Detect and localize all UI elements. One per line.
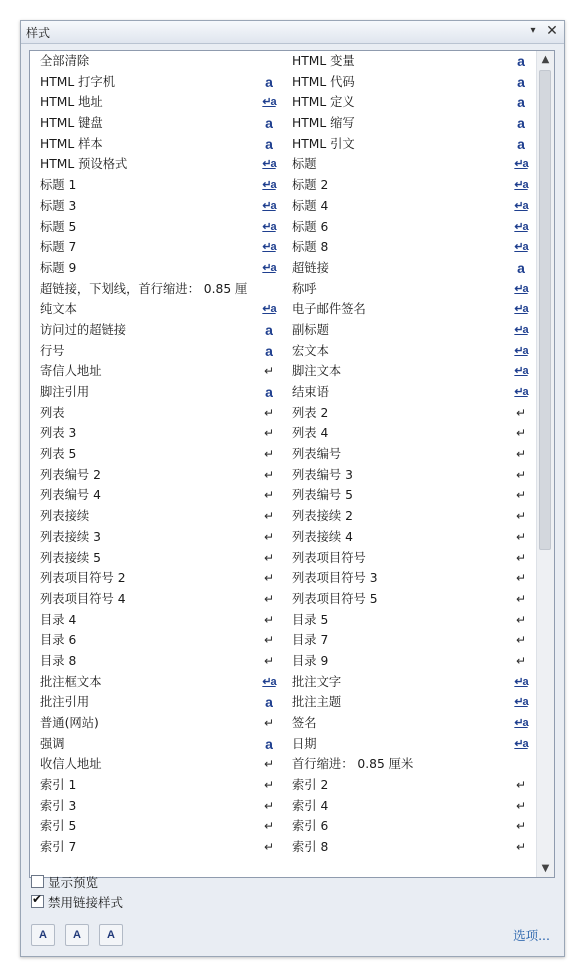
styles-pane: [20, 20, 565, 957]
style-name: 目录 5: [292, 612, 329, 627]
style-item[interactable]: [282, 51, 534, 72]
style-item[interactable]: [30, 113, 282, 134]
options-link[interactable]: 选项...: [513, 928, 550, 943]
style-item[interactable]: [30, 217, 282, 238]
paragraph-style-icon: ↵: [263, 405, 275, 420]
character-style-icon: a: [517, 135, 525, 152]
style-name: 列表接续: [40, 509, 90, 524]
style-name: 列表 4: [292, 426, 329, 441]
paragraph-style-icon: ↵: [515, 488, 527, 503]
character-style-icon: a: [265, 73, 273, 90]
style-item[interactable]: [282, 568, 534, 589]
style-item[interactable]: [30, 92, 282, 113]
style-name: 批注引用: [40, 695, 90, 710]
style-item[interactable]: [30, 754, 282, 775]
style-name: 列表 5: [40, 447, 77, 462]
paragraph-style-icon: ↵: [515, 591, 527, 606]
style-item[interactable]: [30, 444, 282, 465]
style-name: 批注文字: [292, 674, 342, 689]
style-name: 超链接，下划线，首行缩进： 0.85 厘: [40, 281, 248, 296]
style-name: 目录 9: [292, 653, 329, 668]
style-item[interactable]: [30, 506, 282, 527]
style-item[interactable]: [30, 237, 282, 258]
character-style-icon: a: [517, 259, 525, 276]
style-name: 列表接续 5: [40, 550, 101, 565]
style-item[interactable]: [282, 154, 534, 175]
paragraph-style-icon: ↵: [515, 653, 527, 668]
linked-style-icon: ↵a: [262, 241, 276, 254]
paragraph-style-icon: ↵: [515, 778, 527, 793]
linked-style-icon: ↵a: [262, 220, 276, 233]
style-name: 列表: [40, 405, 65, 420]
style-name: HTML 打字机: [40, 74, 116, 89]
paragraph-style-icon: ↵: [515, 550, 527, 565]
style-item[interactable]: [30, 72, 282, 93]
paragraph-style-icon: ↵: [263, 633, 275, 648]
style-name: 列表编号: [292, 447, 342, 462]
style-item[interactable]: [282, 630, 534, 651]
style-item[interactable]: [282, 651, 534, 672]
character-style-icon: a: [265, 321, 273, 338]
style-name: 电子邮件签名: [292, 302, 366, 317]
style-name: 列表项目符号 2: [40, 571, 126, 586]
style-item[interactable]: [30, 485, 282, 506]
style-item[interactable]: [30, 341, 282, 362]
style-inspector-button[interactable]: [65, 924, 89, 946]
linked-style-icon: ↵a: [262, 675, 276, 688]
style-name: 列表 3: [40, 426, 77, 441]
linked-style-icon: ↵a: [514, 386, 528, 398]
style-name: 标题 9: [40, 260, 77, 275]
styles-column-right: [282, 51, 534, 858]
style-name: 收信人地址: [40, 757, 102, 772]
style-item[interactable]: [282, 444, 534, 465]
linked-style-icon: ↵a: [262, 96, 276, 109]
style-name: 称呼: [292, 281, 317, 296]
style-name: 副标题: [292, 322, 329, 337]
style-name: 列表编号 2: [40, 467, 101, 482]
style-item[interactable]: [282, 754, 534, 775]
style-name: 索引 3: [40, 798, 77, 813]
new-style-icon: A: [39, 929, 47, 941]
style-item[interactable]: [282, 485, 534, 506]
style-name: 索引 8: [292, 840, 329, 855]
style-item[interactable]: [282, 217, 534, 238]
style-name: 首行缩进： 0.85 厘米: [292, 757, 414, 772]
style-name: 批注框文本: [40, 674, 102, 689]
style-inspector-icon: A: [73, 929, 81, 941]
paragraph-style-icon: ↵: [515, 633, 527, 648]
paragraph-style-icon: ↵: [263, 778, 275, 793]
style-name: 目录 8: [40, 653, 77, 668]
style-name: HTML 键盘: [40, 116, 103, 131]
style-item[interactable]: [30, 610, 282, 631]
paragraph-style-icon: ↵: [263, 653, 275, 668]
style-name: 列表编号 4: [40, 488, 101, 503]
style-name: 列表项目符号 4: [40, 591, 126, 606]
style-item[interactable]: [30, 548, 282, 569]
style-item[interactable]: [30, 630, 282, 651]
style-name: 标题 7: [40, 240, 77, 255]
paragraph-style-icon: ↵: [263, 364, 275, 379]
style-item[interactable]: [282, 713, 534, 734]
style-item[interactable]: [30, 589, 282, 610]
style-item[interactable]: [282, 175, 534, 196]
character-style-icon: a: [517, 94, 525, 111]
style-name: 列表接续 3: [40, 529, 101, 544]
style-name: 列表项目符号 5: [292, 591, 378, 606]
linked-style-icon: ↵a: [262, 303, 276, 316]
style-name: 目录 4: [40, 612, 77, 627]
disable-linked-styles-label: 禁用链接样式: [48, 895, 124, 910]
pane-title: 样式: [26, 26, 51, 40]
style-item[interactable]: [30, 51, 282, 72]
style-name: 全部清除: [40, 54, 90, 68]
style-item[interactable]: [30, 196, 282, 217]
style-item[interactable]: [282, 589, 534, 610]
styles-list[interactable]: [29, 50, 555, 878]
paragraph-style-icon: ↵: [263, 467, 275, 482]
style-item[interactable]: [30, 154, 282, 175]
scroll-up-icon[interactable]: ▲: [541, 54, 550, 65]
style-item[interactable]: [30, 423, 282, 444]
paragraph-style-icon: ↵: [515, 467, 527, 482]
style-item[interactable]: [282, 299, 534, 320]
linked-style-icon: ↵a: [262, 199, 276, 212]
style-item[interactable]: [282, 548, 534, 569]
linked-style-icon: ↵a: [514, 737, 528, 750]
linked-style-icon: ↵a: [262, 158, 276, 171]
style-name: 标题 2: [292, 178, 329, 193]
paragraph-style-icon: ↵: [515, 529, 527, 544]
paragraph-style-icon: ↵: [263, 509, 275, 524]
style-item[interactable]: [282, 465, 534, 486]
style-name: 目录 7: [292, 633, 329, 648]
paragraph-style-icon: ↵: [263, 488, 275, 503]
style-name: 批注主题: [292, 695, 342, 710]
paragraph-style-icon: ↵: [515, 509, 527, 524]
style-name: 行号: [40, 343, 65, 358]
style-item[interactable]: [30, 672, 282, 693]
style-item[interactable]: [282, 341, 534, 362]
style-name: 列表编号 5: [292, 488, 353, 503]
linked-style-icon: ↵a: [514, 675, 528, 688]
style-name: 超链接: [292, 260, 329, 275]
paragraph-style-icon: ↵: [263, 840, 275, 855]
style-name: 列表编号 3: [292, 467, 353, 482]
show-preview-option[interactable]: [31, 874, 98, 892]
style-name: 列表接续 2: [292, 509, 353, 524]
style-item[interactable]: [282, 237, 534, 258]
manage-styles-icon: A: [107, 929, 115, 941]
style-item[interactable]: [30, 527, 282, 548]
style-item[interactable]: [282, 734, 534, 755]
style-item[interactable]: [282, 837, 534, 858]
style-item[interactable]: [30, 465, 282, 486]
style-name: 标题 1: [40, 178, 77, 193]
style-name: 强调: [40, 736, 65, 751]
style-item[interactable]: [282, 796, 534, 817]
show-preview-checkbox[interactable]: [31, 875, 44, 888]
style-item[interactable]: [282, 92, 534, 113]
show-preview-label: 显示预览: [48, 875, 99, 890]
style-name: 列表项目符号: [292, 550, 366, 565]
paragraph-style-icon: ↵: [263, 529, 275, 544]
style-item[interactable]: [282, 113, 534, 134]
style-item[interactable]: [282, 279, 534, 300]
checkmark-icon: ✔: [32, 892, 43, 906]
paragraph-style-icon: ↵: [263, 612, 275, 627]
style-name: HTML 变量: [292, 54, 355, 68]
style-item[interactable]: [30, 299, 282, 320]
style-item[interactable]: [282, 382, 534, 403]
style-name: 标题 5: [40, 219, 77, 234]
character-style-icon: a: [517, 53, 525, 69]
linked-style-icon: ↵a: [514, 323, 528, 336]
styles-column-left: [30, 51, 282, 858]
style-name: HTML 地址: [40, 95, 103, 110]
style-name: HTML 缩写: [292, 116, 355, 131]
style-name: 脚注文本: [292, 364, 342, 379]
style-name: 访问过的超链接: [40, 322, 127, 337]
style-item[interactable]: [282, 423, 534, 444]
paragraph-style-icon: ↵: [515, 571, 527, 586]
linked-style-icon: ↵a: [514, 344, 528, 357]
style-item[interactable]: [282, 610, 534, 631]
style-name: 索引 6: [292, 819, 329, 834]
style-name: 结束语: [292, 385, 329, 399]
character-style-icon: a: [265, 342, 273, 359]
style-name: 标题 8: [292, 240, 329, 255]
style-item[interactable]: [282, 72, 534, 93]
style-name: 标题: [292, 157, 317, 172]
style-name: 寄信人地址: [40, 364, 102, 379]
style-item[interactable]: [30, 796, 282, 817]
paragraph-style-icon: ↵: [515, 612, 527, 627]
paragraph-style-icon: ↵: [263, 716, 275, 730]
linked-style-icon: ↵a: [514, 199, 528, 212]
style-item[interactable]: [30, 734, 282, 755]
vertical-scrollbar[interactable]: [536, 51, 554, 877]
style-name: 列表接续 4: [292, 529, 353, 544]
linked-style-icon: ↵a: [514, 696, 528, 709]
character-style-icon: a: [265, 694, 273, 711]
paragraph-style-icon: ↵: [515, 798, 527, 813]
linked-style-icon: ↵a: [514, 303, 528, 316]
style-name: 索引 5: [40, 819, 77, 834]
style-name: 索引 1: [40, 778, 77, 793]
paragraph-style-icon: ↵: [263, 426, 275, 441]
style-name: 标题 3: [40, 198, 77, 213]
style-item[interactable]: [282, 527, 534, 548]
paragraph-style-icon: ↵: [515, 447, 527, 462]
paragraph-style-icon: ↵: [263, 591, 275, 606]
character-style-icon: a: [265, 115, 273, 132]
style-item[interactable]: [30, 382, 282, 403]
style-item[interactable]: [282, 672, 534, 693]
style-name: HTML 代码: [292, 74, 355, 89]
paragraph-style-icon: ↵: [263, 571, 275, 586]
style-item[interactable]: [282, 775, 534, 796]
style-item[interactable]: [282, 816, 534, 837]
style-item[interactable]: [282, 320, 534, 341]
style-item[interactable]: [30, 775, 282, 796]
character-style-icon: a: [517, 115, 525, 132]
style-name: 脚注引用: [40, 385, 90, 399]
style-name: 列表项目符号 3: [292, 571, 378, 586]
style-item[interactable]: [282, 196, 534, 217]
scroll-down-icon[interactable]: ▼: [541, 863, 550, 874]
scrollbar-thumb[interactable]: [539, 70, 551, 550]
paragraph-style-icon: ↵: [263, 798, 275, 813]
linked-style-icon: ↵a: [514, 158, 528, 171]
paragraph-style-icon: ↵: [515, 819, 527, 834]
style-item[interactable]: [30, 258, 282, 279]
paragraph-style-icon: ↵: [263, 550, 275, 565]
paragraph-style-icon: ↵: [515, 840, 527, 855]
style-item[interactable]: [30, 651, 282, 672]
linked-style-icon: ↵a: [262, 179, 276, 192]
linked-style-icon: ↵a: [514, 282, 528, 295]
style-item[interactable]: [30, 568, 282, 589]
style-item[interactable]: [30, 816, 282, 837]
linked-style-icon: ↵a: [514, 179, 528, 192]
new-style-button[interactable]: [31, 924, 55, 946]
character-style-icon: a: [265, 735, 273, 752]
style-name: 标题 6: [292, 219, 329, 234]
character-style-icon: a: [517, 73, 525, 90]
style-item[interactable]: [30, 279, 282, 300]
style-name: HTML 定义: [292, 95, 355, 110]
linked-style-icon: ↵a: [514, 365, 528, 378]
style-item[interactable]: [30, 713, 282, 734]
style-item[interactable]: [282, 361, 534, 382]
style-item[interactable]: [30, 320, 282, 341]
character-style-icon: a: [265, 384, 273, 400]
disable-linked-styles-option[interactable]: [31, 894, 123, 912]
style-item[interactable]: [30, 134, 282, 155]
style-name: 纯文本: [40, 302, 77, 317]
linked-style-icon: ↵a: [262, 261, 276, 274]
style-name: 日期: [292, 736, 317, 751]
linked-style-icon: ↵a: [514, 717, 528, 729]
style-item[interactable]: [282, 692, 534, 713]
style-name: HTML 样本: [40, 136, 103, 151]
character-style-icon: a: [265, 135, 273, 152]
paragraph-style-icon: ↵: [263, 447, 275, 462]
style-name: 列表 2: [292, 405, 329, 420]
style-name: 索引 7: [40, 840, 77, 855]
style-item[interactable]: [282, 506, 534, 527]
style-item[interactable]: [282, 134, 534, 155]
style-item[interactable]: [282, 403, 534, 424]
style-item[interactable]: [30, 837, 282, 858]
paragraph-style-icon: ↵: [263, 819, 275, 834]
linked-style-icon: ↵a: [514, 241, 528, 254]
paragraph-style-icon: ↵: [515, 426, 527, 441]
style-name: 目录 6: [40, 633, 77, 648]
disable-linked-styles-checkbox[interactable]: [31, 892, 44, 908]
linked-style-icon: ↵a: [514, 220, 528, 233]
style-name: 标题 4: [292, 198, 329, 213]
style-item[interactable]: [30, 403, 282, 424]
pane-titlebar: [21, 21, 564, 44]
close-icon[interactable]: ✕: [546, 23, 558, 39]
style-name: 宏文本: [292, 343, 329, 358]
style-item[interactable]: [30, 175, 282, 196]
style-item[interactable]: [30, 361, 282, 382]
pane-menu-dropdown-icon[interactable]: ▾: [530, 25, 536, 36]
style-name: 签名: [292, 716, 317, 730]
style-item[interactable]: [282, 258, 534, 279]
paragraph-style-icon: ↵: [515, 405, 527, 420]
style-name: 索引 4: [292, 798, 329, 813]
paragraph-style-icon: ↵: [263, 757, 275, 772]
manage-styles-button[interactable]: [99, 924, 123, 946]
style-name: HTML 预设格式: [40, 157, 128, 172]
style-name: 索引 2: [292, 778, 329, 793]
style-name: 普通(网站): [40, 716, 99, 730]
style-item[interactable]: [30, 692, 282, 713]
style-name: HTML 引文: [292, 136, 355, 151]
